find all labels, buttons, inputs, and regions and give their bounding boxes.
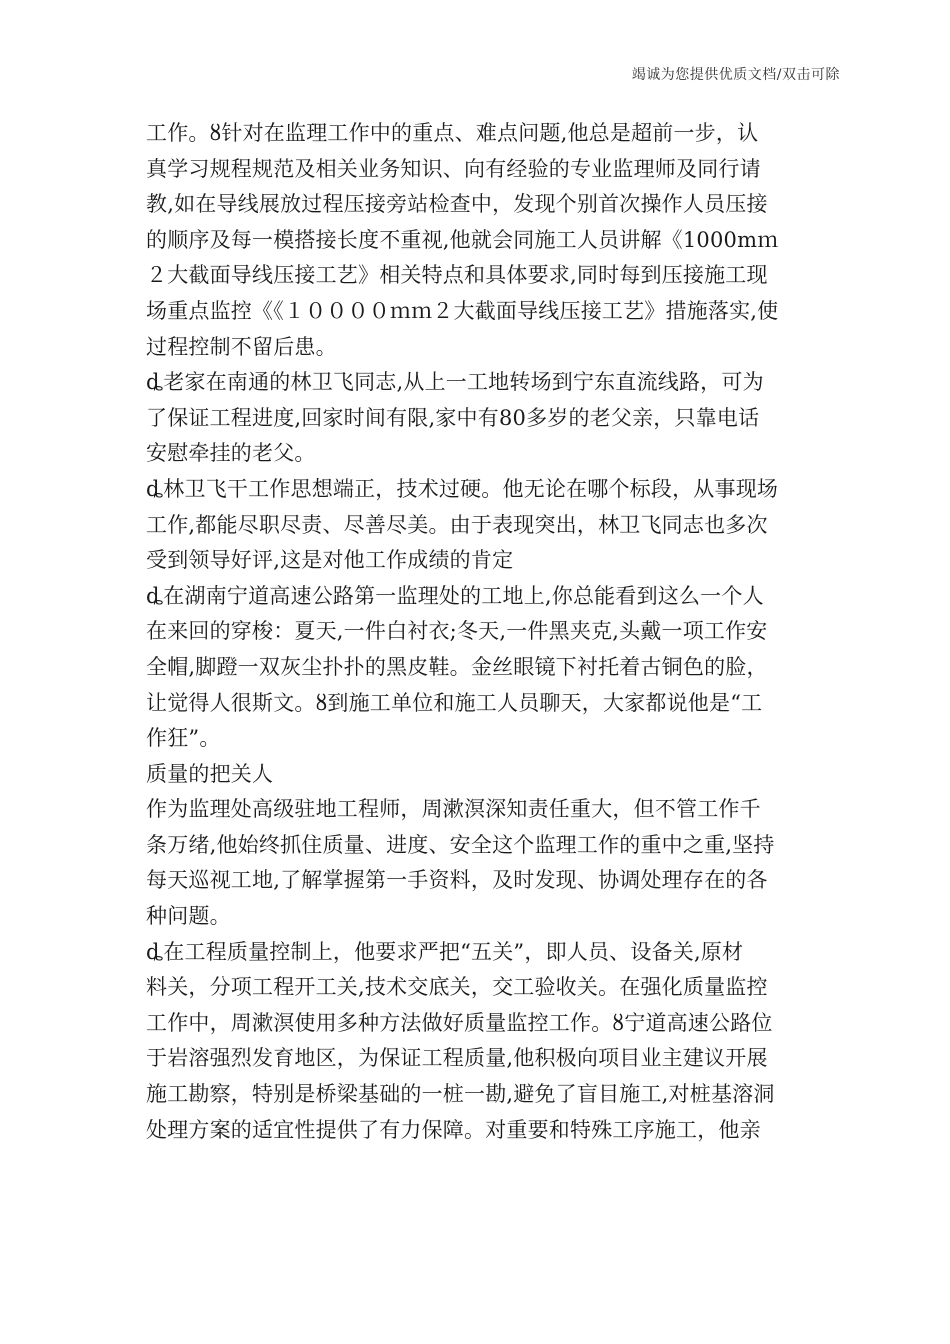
text-line: 种问题。 — [146, 904, 231, 929]
section-heading: 质量的把关人 — [146, 761, 274, 786]
text-line: 教,如在导线展放过程压接旁站检查中，发现个别首次操作人员压接 — [146, 192, 768, 217]
text-line: ２大截面导线压接工艺》相关特点和具体要求,同时每到压接施工现 — [146, 263, 768, 288]
text-line: ȡ在湖南宁道高速公路第一监理处的工地上,你总能看到这么一个人 — [146, 583, 764, 608]
text-line: 真学习规程规范及相关业务知识、向有经验的专业监理师及同行请 — [146, 156, 761, 181]
text-line: 在来回的穿梭：夏天,一件白衬衣;冬天,一件黑夹克,头戴一项工作安 — [146, 619, 768, 644]
text-line: 处理方案的适宜性提供了有力保障。对重要和特殊工序施工，他亲 — [146, 1117, 761, 1142]
text-line: 作狂”。 — [146, 726, 221, 751]
text-line: 了保证工程进度,回家时间有限,家中有80多岁的老父亲，只靠电话 — [146, 405, 760, 430]
text-line: 场重点监控《《１００００ｍｍ２大截面导线压接工艺》措施落实,使 — [146, 298, 779, 323]
document-body — [146, 116, 806, 1148]
text-line: 工作。ȣ针对在监理工作中的重点、难点问题,他总是超前一步，认 — [146, 121, 759, 145]
text-line: ȡ在工程质量控制上，他要求严把“五关”，即人员、设备关,原材 — [146, 939, 744, 964]
text-line: ȡ老家在南通的林卫飞同志,从上一工地转场到宁东直流线路，可为 — [146, 370, 764, 395]
text-line: 工作中，周漱溟使用多种方法做好质量监控工作。ȣ宁道高速公路位 — [146, 1010, 773, 1035]
text-line: 于岩溶强烈发育地区，为保证工程质量,他积极向项目业主建议开展 — [146, 1046, 768, 1071]
text-line: 过程控制不留后患。 — [146, 334, 337, 359]
text-line: 工作,都能尽职尽责、尽善尽美。由于表现突出，林卫飞同志也多次 — [146, 512, 768, 537]
text-line: 的顺序及每一模搭接长度不重视,他就会同施工人员讲解《1000mｍ — [146, 227, 779, 252]
text-line: 安慰牵挂的老父。 — [146, 441, 316, 466]
text-line: 施工勘察，特别是桥梁基础的一桩一勘,避免了盲目施工,对桩基溶洞 — [146, 1082, 775, 1107]
page-header: 竭诚为您提供优质文档/双击可除 — [631, 67, 840, 83]
text-line: 每天巡视工地,了解掌握第一手资料，及时发现、协调处理存在的各 — [146, 868, 768, 893]
text-line: 让觉得人很斯文。ȣ到施工单位和施工人员聊天，大家都说他是“工 — [146, 690, 763, 715]
text-line: 作为监理处高级驻地工程师，周漱溟深知责任重大，但不管工作千 — [146, 797, 761, 822]
text-line: 料关，分项工程开工关,技术交底关，交工验收关。在强化质量监控 — [146, 975, 768, 1000]
text-line: 条万绪,他始终抓住质量、进度、安全这个监理工作的重中之重,坚持 — [146, 832, 775, 857]
text-line: ȡ林卫飞干工作思想端正，技术过硬。他无论在哪个标段，从事现场 — [146, 476, 779, 501]
text-line: 全帽,脚蹬一双灰尘扑扑的黑皮鞋。金丝眼镜下衬托着古铜色的脸， — [146, 654, 768, 679]
text-line: 受到领导好评,这是对他工作成绩的肯定 — [146, 548, 514, 573]
